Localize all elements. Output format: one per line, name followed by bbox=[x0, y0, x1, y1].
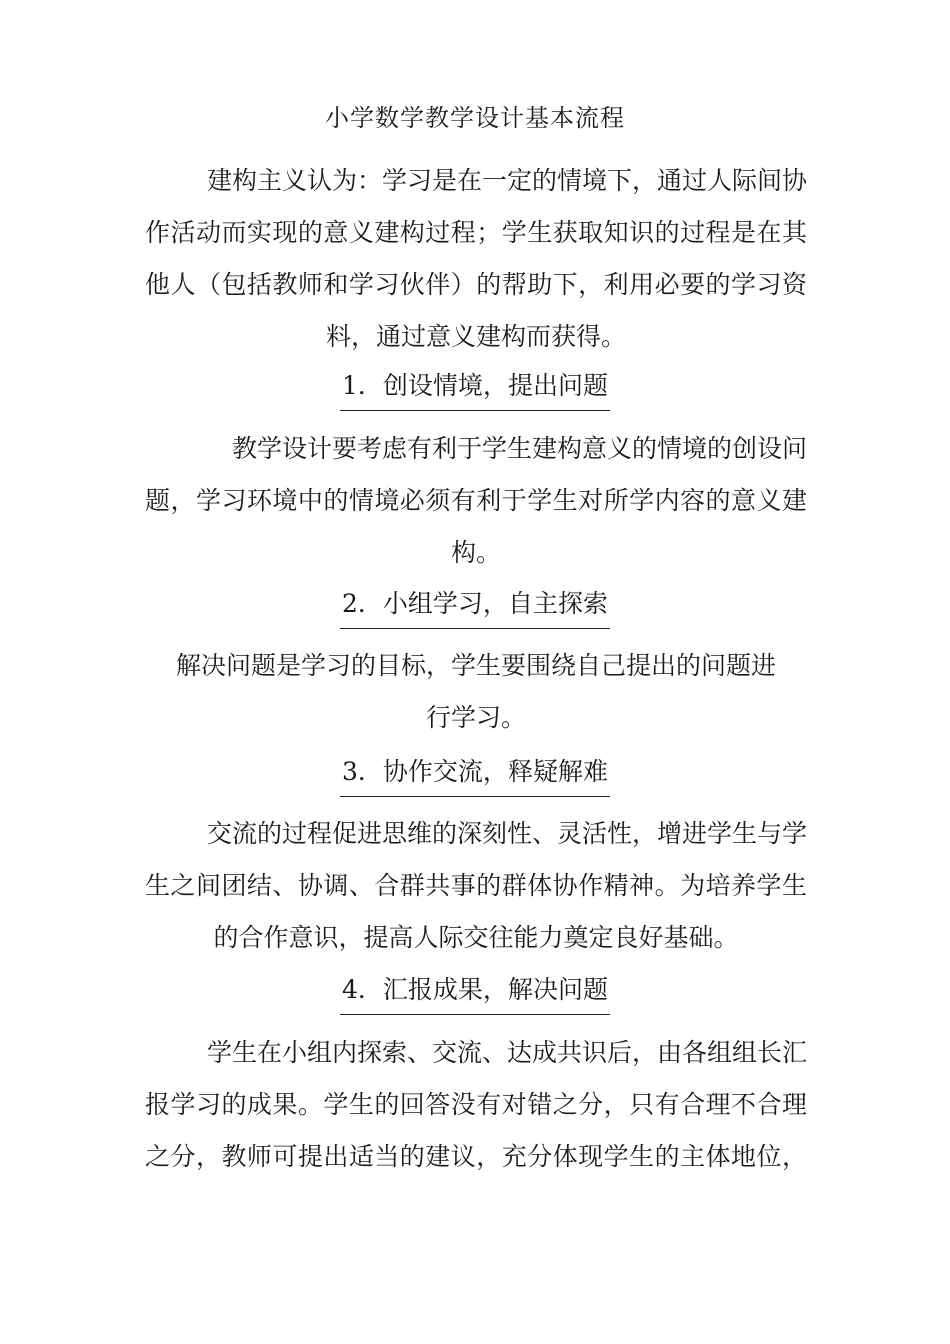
intro-paragraph bbox=[145, 155, 807, 363]
paragraph-line: 料，通过意义建构而获得。 bbox=[325, 322, 626, 351]
paragraph-line: 构。 bbox=[450, 538, 501, 567]
section-paragraph-1 bbox=[145, 423, 807, 579]
paragraph-line: 题，学习环境中的情境必须有利于学生对所学内容的意义建 bbox=[145, 486, 807, 515]
paragraph-line: 生之间团结、协调、合群共事的群体协作精神。为培养学生 bbox=[145, 871, 807, 900]
paragraph-line: 教学设计要考虑有利于学生建构意义的情境的创设问 bbox=[231, 434, 807, 463]
paragraph-line: 之分，教师可提出适当的建议，充分体现学生的主体地位， bbox=[145, 1142, 807, 1171]
paragraph-line: 行学习。 bbox=[425, 703, 526, 732]
section-heading-text: 1．创设情境，提出问题 bbox=[340, 366, 610, 411]
paragraph-line: 作活动而实现的意义建构过程；学生获取知识的过程是在其 bbox=[145, 218, 807, 247]
section-heading-1 bbox=[0, 366, 950, 411]
section-paragraph-4 bbox=[145, 1027, 807, 1183]
section-heading-text: 4．汇报成果，解决问题 bbox=[340, 970, 610, 1015]
section-heading-3 bbox=[0, 752, 950, 797]
paragraph-line: 解决问题是学习的目标，学生要围绕自己提出的问题进 bbox=[175, 651, 776, 680]
paragraph-line: 报学习的成果。学生的回答没有对错之分，只有合理不合理 bbox=[145, 1090, 807, 1119]
paragraph-line: 的合作意识，提高人际交往能力奠定良好基础。 bbox=[213, 923, 739, 952]
section-paragraph-3 bbox=[145, 808, 807, 964]
document-title: 小学数学教学设计基本流程 bbox=[325, 104, 625, 132]
section-paragraph-2 bbox=[145, 640, 807, 744]
section-heading-2 bbox=[0, 584, 950, 629]
paragraph-line: 建构主义认为：学习是在一定的情境下，通过人际间协 bbox=[206, 166, 807, 195]
paragraph-line: 学生在小组内探索、交流、达成共识后，由各组组长汇 bbox=[206, 1038, 807, 1067]
section-heading-text: 2．小组学习，自主探索 bbox=[340, 584, 610, 629]
section-heading-text: 3．协作交流，释疑解难 bbox=[340, 752, 610, 797]
section-heading-4 bbox=[0, 970, 950, 1015]
paragraph-line: 交流的过程促进思维的深刻性、灵活性，增进学生与学 bbox=[206, 819, 807, 848]
paragraph-line: 他人（包括教师和学习伙伴）的帮助下，利用必要的学习资 bbox=[145, 270, 807, 299]
